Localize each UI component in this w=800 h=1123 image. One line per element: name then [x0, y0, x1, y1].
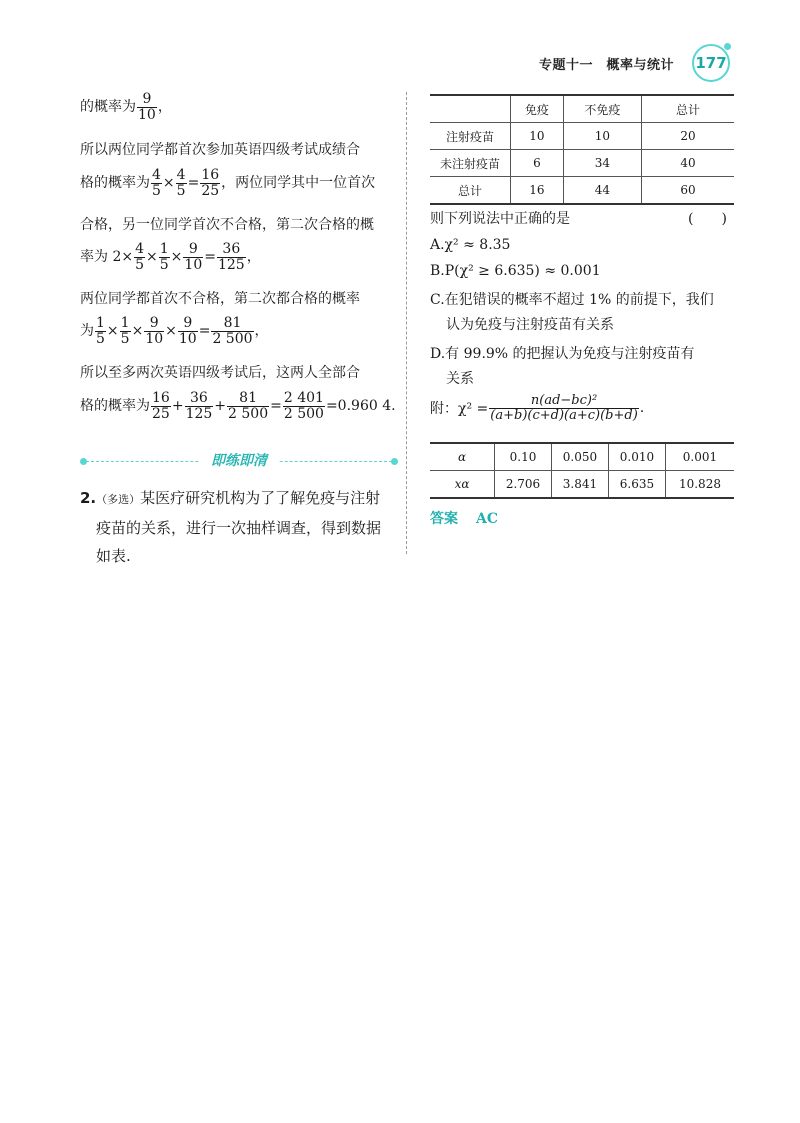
option-a: A.χ² ≈ 8.35 [430, 237, 511, 253]
question-line: 2.（多选）某医疗研究机构为了了解免疫与注射 [80, 489, 381, 507]
solution-line-2: 所以两位同学都首次参加英语四级考试成绩合 [80, 142, 360, 158]
table-row: xα 2.706 3.841 6.635 10.828 [430, 471, 734, 499]
dot-icon [391, 458, 398, 465]
option-c: C.在犯错误的概率不超过 1% 的前提下，我们 [430, 292, 714, 308]
critical-value-table [430, 442, 734, 499]
solution-line-5: 率为 2× $\frac{4}{5}$ × $\frac{1}{5}$ × $\frac{9}{10}$ = $\frac{36}{125}$ ， [80, 241, 261, 273]
practice-title: 即练即清 [199, 450, 279, 470]
table-row: 总计 16 44 60 [430, 177, 734, 205]
page-header [539, 44, 730, 82]
dot-icon [80, 458, 87, 465]
table-row: α 0.10 0.050 0.010 0.001 [430, 443, 734, 471]
chapter-title: 专题十一 概率与统计 [538, 57, 674, 73]
table-row: 未注射疫苗 6 34 40 [430, 150, 734, 177]
page-number: 177 [695, 54, 727, 72]
answer [430, 508, 498, 528]
page-number-badge [692, 44, 730, 82]
fraction-9-10: $\frac{9}{10}$ [138, 91, 156, 123]
question-number: 2. [80, 489, 97, 507]
option-d-cont: 关系 [446, 371, 474, 387]
option-b: B.P(χ² ≥ 6.635) ≈ 0.001 [430, 263, 601, 279]
table-row: 注射疫苗 10 10 20 [430, 123, 734, 150]
answer-blank: ( ) [688, 211, 727, 227]
table-header-row: 免疫 不免疫 总计 [430, 95, 734, 123]
chi-square-formula: 附：χ² = $\frac{\text{n(ad−bc)²}}{(a+b)(c+d)(a+c)(b+d)}$ . [430, 393, 645, 423]
option-d: D.有 99.9% 的把握认为免疫与注射疫苗有 [430, 346, 695, 362]
solution-line-4: 合格，另一位同学首次不合格，第二次合格的概 [80, 217, 374, 233]
question-line: 疫苗的关系，进行一次抽样调查，得到数据 [96, 519, 382, 537]
answer-value: AC [476, 511, 499, 527]
solution-line-9: 格的概率为 $\frac{16}{25}$ + $\frac{36}{125}$ + $\frac{81}{2 500}$ = $\frac{2 401}{2 500}$ =0.960 4. [80, 390, 396, 422]
practice-section-banner [80, 449, 398, 475]
solution-line-8: 所以至多两次英语四级考试后，这两人全部合 [80, 365, 360, 381]
solution-line-1: 的概率为 $\frac{9}{10}$ ， [80, 91, 172, 123]
column-divider [406, 92, 407, 554]
question-2 [80, 484, 381, 570]
multi-select-tag: （多选） [96, 493, 141, 506]
badge-dot-icon [724, 43, 731, 50]
solution-line-3: 格的概率为 $\frac{4}{5}$ × $\frac{4}{5}$ = $\frac{16}{25}$ ，两位同学其中一位首次 [80, 167, 376, 199]
solution-line-7: 为 $\frac{1}{5}$ × $\frac{1}{5}$ × $\frac{9}{10}$ × $\frac{9}{10}$ = $\frac{81}{2 500}$ ， [80, 315, 269, 347]
fraction-16-25: $\frac{16}{25}$ [201, 167, 220, 199]
solution-line-6: 两位同学都首次不合格，第二次都合格的概率 [80, 291, 360, 307]
fraction-4-5: $\frac{4}{5}$ [176, 167, 186, 199]
answer-label: 答案 [430, 511, 458, 527]
question-line: 如表. [96, 547, 131, 565]
formula-fraction: $\frac{\text{n(ad−bc)²}}{(a+b)(c+d)(a+c)(b+d)}$ [490, 393, 638, 423]
text: 的概率为 [80, 99, 136, 116]
fraction-4-5: $\frac{4}{5}$ [152, 167, 161, 199]
option-c-cont: 认为免疫与注射疫苗有关系 [446, 317, 614, 333]
question-stem: 则下列说法中正确的是 [430, 211, 570, 227]
contingency-table [430, 94, 734, 205]
